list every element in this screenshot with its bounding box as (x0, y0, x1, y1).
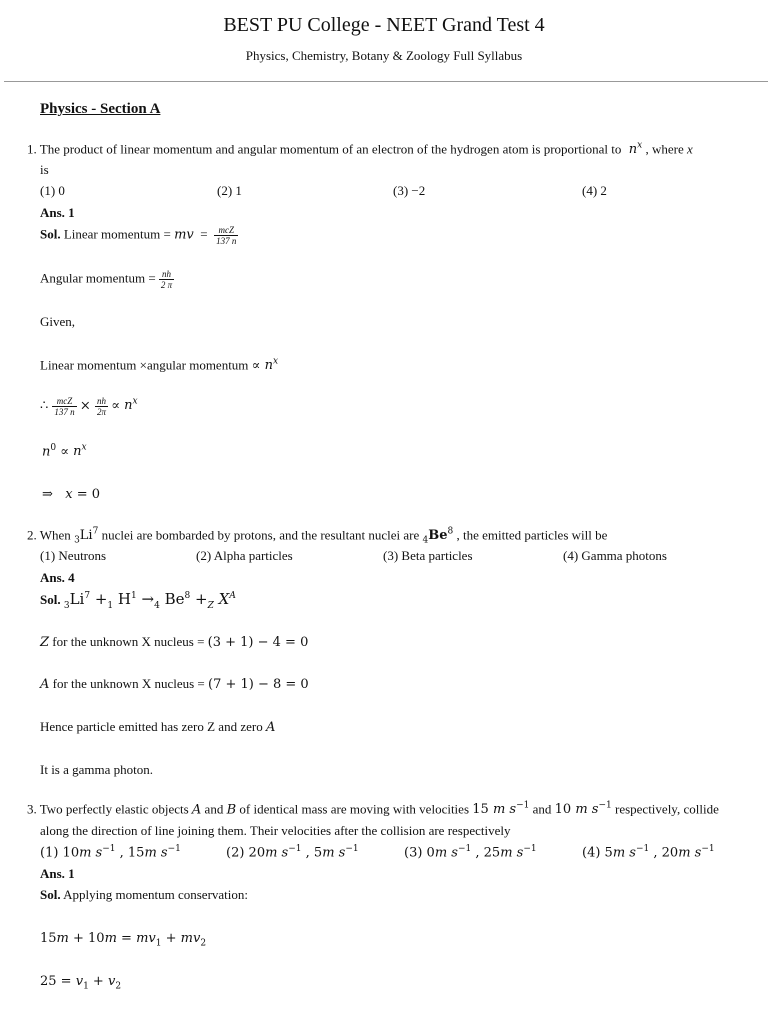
option-4: (4) 5m $s^{-1}$ , 20m $s^{-1}$ (582, 844, 715, 861)
math-line: $15m + 10m = mv_1 + mv_2$ (40, 931, 207, 949)
answer: Ans. 4 (40, 570, 75, 585)
question-text: The product of linear momentum and angular momentum of an electron of the hydrogen atom is proportional to (39, 141, 622, 157)
question-text: of identical mass are moving with velocities (239, 801, 469, 817)
solution-line (40, 269, 174, 290)
math-n-power-x: $n^x$ (624, 141, 643, 158)
solution-line: A for the unknown X nucleus = (7 + 1) − 8 = 0 (40, 676, 309, 692)
solution-line (40, 887, 248, 903)
question-text: along the direction of line joining them. Their velocities after the collision are respectively (40, 823, 511, 838)
solution-label: Sol. (40, 592, 61, 607)
option-3: (3) −2 (393, 183, 426, 198)
math-a-value: (7 + 1) − 8 = 0 (208, 677, 309, 692)
question-number: 1. (27, 141, 37, 157)
question-text: Two perfectly elastic objects (39, 801, 189, 817)
math-reaction: $_3Li^7 +_1$ $H^1 \to_4$ $Be^8 +_Z$ $X^A$ (63, 590, 236, 611)
solution-text: Linear momentum ×angular momentum (40, 357, 249, 373)
question-text: , the emitted particles will be (456, 527, 608, 543)
math-x: x (686, 141, 693, 157)
math-line: $25 = v_1 + v_2$ (40, 974, 122, 992)
question-1-text (27, 141, 693, 157)
fraction-nh-2pi: $\frac{nh}{2 \pi}$ (160, 269, 173, 290)
solution-text: Hence particle emitted has zero Z and zero (40, 719, 263, 734)
solution-line (40, 357, 278, 373)
question-text: When (39, 527, 71, 543)
option-3: (3) 0m $s^{-1}$ , 25m $s^{-1}$ (404, 844, 537, 861)
option-2: (2) 20m $s^{-1}$ , 5m $s^{-1}$ (226, 844, 359, 861)
option-2: (2) 1 (217, 183, 242, 198)
question-text: and (204, 801, 224, 817)
question-number: 2. (27, 527, 37, 543)
solution-text: for the unknown X nucleus = (52, 676, 205, 691)
question-3-text: 3. Two perfectly elastic objects A and B of identical mass are moving with velocities 15 m $s^{-1}$ and 10 m $s^{-1}$ respectively, collide (27, 801, 719, 818)
math-z-value: (3 + 1) − 4 = 0 (207, 635, 309, 650)
question-text: , where (645, 141, 684, 157)
solution-label: Sol. (40, 226, 61, 242)
solution-text: Angular momentum = (40, 270, 156, 286)
page-subtitle: Physics, Chemistry, Botany & Zoology Full Syllabus (245, 48, 523, 63)
solution-text: Linear momentum = (63, 226, 171, 242)
math-line: ∴ $\frac{\text{mcZ}}{137 n}$ × $\frac{nh}{2\pi}$ ∝ $n^x$ (40, 396, 138, 417)
solution-text: for the unknown X nucleus = (52, 634, 205, 649)
solution-label: Sol. (40, 887, 61, 902)
option-4: (4) 2 (582, 183, 607, 198)
solution-text: It is a gamma photon. (40, 762, 154, 777)
option-2: (2) Alpha particles (196, 548, 293, 563)
option-3: (3) Beta particles (383, 548, 473, 563)
answer: Ans. 1 (40, 866, 75, 881)
solution-line: Sol. Linear momentum = mv = $\frac{\text{mcZ}}{137 n}$ (40, 225, 237, 246)
math-line: ⇒ x = 0 (42, 487, 101, 502)
question-number: 3. (27, 801, 37, 817)
math-proportional: ∝ $n^x$ (251, 357, 279, 374)
math-li-7: $_3Li^7$ (74, 527, 99, 546)
option-1: (1) 10m $s^{-1}$ , 15m $s^{-1}$ (40, 844, 181, 861)
answer: Ans. 1 (40, 205, 75, 220)
section-title: Physics - Section A (40, 101, 161, 117)
math-mv: mv (174, 227, 194, 243)
solution-line (40, 590, 236, 611)
fraction-mcz-137n: $\frac{\text{mcZ}}{137 n}$ (216, 225, 237, 246)
solution-line: Z for the unknown X nucleus = (3 + 1) − 4 = 0 (40, 634, 309, 650)
solution-text: Applying momentum conservation: (63, 887, 249, 902)
question-text: is (40, 162, 49, 177)
question-text: respectively, collide (615, 801, 719, 817)
option-1: (1) Neutrons (40, 548, 107, 563)
header-divider (4, 81, 768, 82)
page-title: BEST PU College - NEET Grand Test 4 (223, 14, 545, 36)
solution-line: Hence particle emitted has zero Z and zero A (40, 719, 276, 735)
question-2-text (27, 527, 607, 546)
math-be-8: $_4Be^8$ (422, 527, 454, 546)
option-4: (4) Gamma photons (563, 548, 667, 563)
question-text: and (532, 801, 552, 817)
math-line: $n^0 \propto n^x$ (42, 443, 87, 460)
solution-text: Given, (40, 314, 76, 329)
question-text: nuclei are bombarded by protons, and the resultant nuclei are (101, 527, 420, 543)
option-1: (1) 0 (40, 183, 65, 198)
